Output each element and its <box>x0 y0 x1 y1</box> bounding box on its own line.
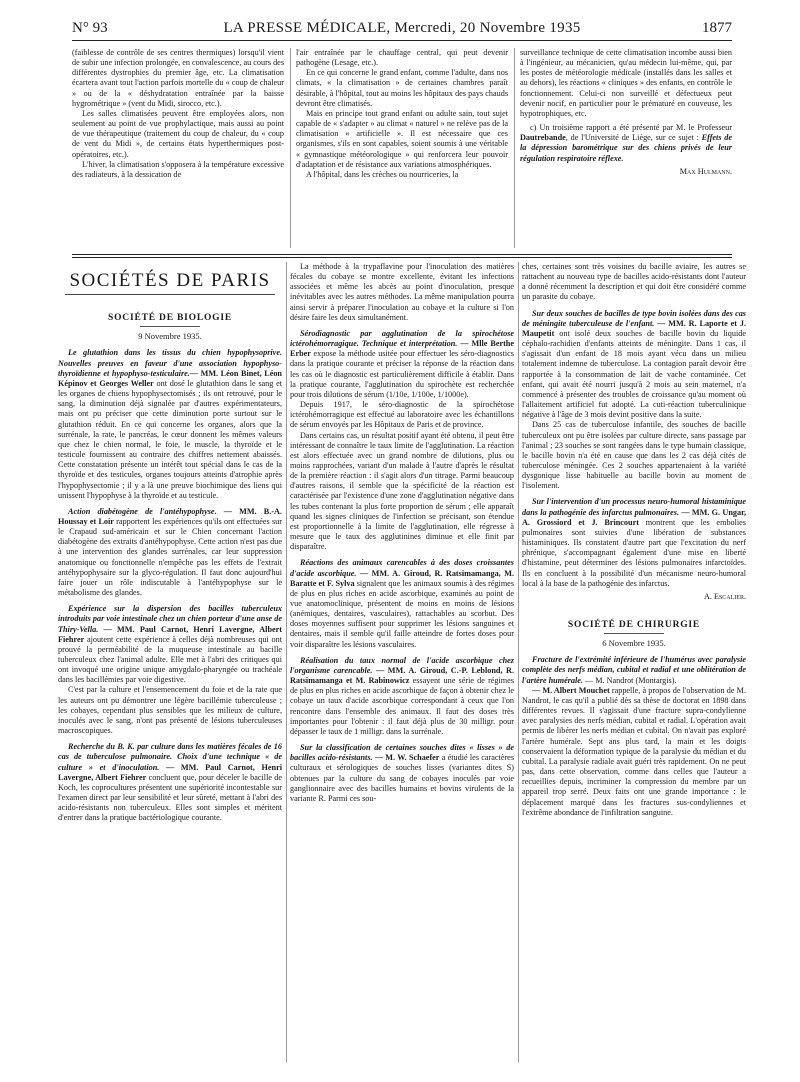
session-date: 6 Novembre 1935. <box>602 638 666 649</box>
article-authors: — MM. R. Laporte et J. Maupetit <box>522 318 746 338</box>
article-authors: — M. Nandrot <box>582 675 634 685</box>
signature: A. Escalier. <box>703 591 746 601</box>
section-rule <box>72 254 732 255</box>
paragraph: A l'hôpital, dans les crèches ou nourriceries, la <box>306 169 459 179</box>
article-authors: — M. W. Schaefer <box>372 753 440 763</box>
article-text: ont dosé le glutathion dans le sang et les organes de chiens hypophysectomisés ; ils ont retrouvé, pour le sang, la diminution déjà signalée par d'autres expérimentateurs, mais ont pu préciser que cette diminution porte surtout sur le glutathion réduit. En ce qui concerne les organes, alors que la surrénale, la rate, le pancréas, le cœur donnent les mêmes valeurs que chez le chien normal, le foie, le muscle, la thyroïde et le testicule fournissent au contraire des chiffres nettement abaissés. Cette constatation présente un intérêt tout spécial dans le cas de la thyroïde et des testicules, organes toujours atteints d'atrophie après l'hypophysectomie ; il y a là une preuve biochimique des liens qui unissent l'hypophyse à la thyroïde et au testicule. <box>58 378 282 500</box>
paragraph: l'air entraînée par le chauffage central, qui peut devenir pathogène (Lesage, etc.). <box>296 48 508 68</box>
article-paragraph: Dans certains cas, un résultat positif ayant été obtenu, il peut être intéressant de connaître le taux limite de l'agglutination. La réaction est alors effectuée avec un grand nombre de dilutions, plus ou moins rapprochées, variant d'un malade à l'autre d'après le résultat de la première réaction : il s'agit alors d'un titrage. Parmi beaucoup d'autres raisons, il semble que la spécificité de la réaction est caractérisée par l'existence d'une zone d'agglutination négative dans les tubes contenant la plus forte proportion de sérum ; elle apparaît quand les signes cliniques de l'infection se précisant, son étendue est proportionnelle à la limite de l'agglutination, elle régresse à mesure que le taux des agglutinines diminue et elle finit par disparaître. <box>290 430 514 552</box>
page-header <box>72 16 732 42</box>
article-authors: — MM. A. Giroud, R. Ratsimamanga, M. Baratte et F. Sylva <box>290 568 514 588</box>
author-name: Dautrebande <box>520 133 566 143</box>
article-paragraph: La méthode à la trypaflavine pour l'inoculation des matières fécales du cobaye se montre excellente, évitant les infections associées et même les abcès au point d'inoculation, presque inévitables avec les autres méthodes. La même manipulation pourra ainsi servir à préparer l'inoculation au cobaye et la culture si l'on désire faire les deux simultanément. <box>290 262 514 322</box>
issue-number: N° 93 <box>72 20 108 36</box>
article-title: Sur deux souches de bacilles de type bovin isolées dans des cas de méningite tuberculeuse de l'enfant. <box>522 308 746 328</box>
society-rule <box>140 326 200 327</box>
article-text: ont isolé deux souches de bacille bovin du liquide céphalo-rachidien d'enfants atteints de méningite. Dans 1 cas, il s'agissait d'un enfant de 18 mois ayant vécu dans un milieu totalement indemne de tuberculose. La contagion paraît devoir être rapportée à la consommation de lait de vache contaminée. Cet enfant, qui avait été nourri jusqu'à 2 mois au sein maternel, n'a commencé à présenter des troubles de croissance qu'au moment où l'allaitement artificiel fut adopté. La cuti-réaction tuberculinique négative à l'âge de 3 mois devint positive dans la suite. <box>522 328 746 420</box>
article-authors: — MM. Paul Carnot, Henri Lavergne, Albert Fiehrer <box>58 762 282 782</box>
article-authors: — M. Albert Mouchet <box>532 685 610 695</box>
top-column-1 <box>72 48 284 180</box>
article <box>290 743 514 804</box>
top-column-3 <box>520 48 732 177</box>
article-title: Fracture de l'extrémité inférieure de l'humérus avec paralysie complète des nerfs médian, cubital et radial et une oblitération de l'artère humérale. <box>522 655 746 685</box>
article-authors: — MM. B.-A. Houssay et Loir <box>58 506 283 526</box>
article <box>522 497 746 588</box>
article <box>58 742 282 823</box>
article-authors: — MM. Léon Binet, Léon Képinov et Georges Weller <box>58 368 282 388</box>
column-middle <box>290 262 514 804</box>
article <box>58 507 282 598</box>
society-heading: SOCIÉTÉ DE BIOLOGIE <box>108 313 232 324</box>
column-right <box>522 262 746 818</box>
article-text: concluent que, pour déceler le bacille de Koch, les coprocultures présentent une supériorité incontestable sur l'examen direct par leur sensibilité et leur sûreté, mettant à l'abri des acido-résistants non tuberculeux. Elles sont simples et méritent d'entrer dans la pratique bactériologique courante. <box>58 772 282 823</box>
article-title: Expérience sur la dispersion des bacilles tuberculeux introduits par voie intestinale chez un chien porteur d'une anse de Thiry-Vella. <box>58 604 282 634</box>
journal-title: LA PRESSE MÉDICALE, Mercredi, 20 Novembre 1935 <box>223 20 581 36</box>
article <box>290 558 514 649</box>
column-rule <box>286 262 287 1062</box>
signature: Max Hulmann. <box>679 166 732 176</box>
article-paragraph: C'est par la culture et l'ensemencement du foie et de la rate que les auteurs ont pu démontrer une légère bacillémie tuberculeuse ; les cobayes, cependant plus sensibles que les milieux de culture, inoculés avec le sang, n'ont pas présenté de lésions tuberculeuses macroscopiques. <box>58 685 282 736</box>
article-title: Le glutathion dans les tissus du chien hypophysoprive. Nouvelles preuves en faveur d'une association hypophyso-thyroïdienne et hypophyso-testiculaire. <box>58 348 282 378</box>
author-place: (Montargis). <box>633 675 677 685</box>
article <box>58 348 282 500</box>
article <box>522 309 746 492</box>
report-text: c) Un troisième rapport a été présenté par M. le Professeur <box>530 123 732 133</box>
report-paragraph <box>520 123 732 164</box>
article-title: Recherche du B. K. par culture dans les matières fécales de 16 cas de tuberculose pulmonaire. Choix d'une technique « de culture » et d'inoculation. <box>58 742 282 772</box>
article <box>58 604 282 736</box>
paragraph: Les salles climatisées peuvent être employées alors, non seulement au point de vue prophylactique, mais aussi au point de vue thérapeutique (traitement du coup de chaleur, du « coup de vent du Midi », de certains états hyperthermiques post-opératoires, etc.). <box>72 108 284 159</box>
page-number: 1877 <box>702 20 732 36</box>
article-title: Action diabétogène de l'antéhypophyse. <box>68 506 217 516</box>
article-title: Réalisation du taux normal de l'acide ascorbique chez l'organisme carencable. <box>290 655 514 675</box>
column-rule <box>518 262 519 1062</box>
article-text: a étudié les caractères culturaux et sérologiques de souches lisses (variantes dites S) obtenues par la culture du sang de cobayes inoculés par voie ganglionnaire avec des bacilles humains et bovins virulents de la variante R. Parmi ces sou- <box>290 753 515 803</box>
session-date: 9 Novembre 1935. <box>138 331 202 342</box>
article-title: Sur l'intervention d'un processus neuro-humoral histaminique dans la pathogénie des infarctus pulmonaires. <box>522 497 746 517</box>
article-title: Sur la classification de certaines souches dites « lisses » de bacilles acido-résistants. <box>290 743 514 763</box>
article-paragraph: ches, certaines sont très voisines du bacille aviaire, les autres se rattachent au nouveau type de bacilles acido-résistants dont l'auteur a donné récemment la description et qui doit être considéré comme un parasite du cobaye. <box>522 262 746 302</box>
article-text: rapportent les expériences qu'ils ont effectuées sur le Crapaud sud-américain et sur le Chien concernant l'action diabétogène des extraits d'antéhypophyse. Cette action n'est pas due à une intervention des glandes surrénales, car leur suppression anatomique ou fonctionnelle n'empêche pas les effets de l'extrait antéhypophysaire sur la glyco-régulation. Il faut donc aujourd'hui faire jouer un rôle indiscutable à l'antéhypophyse sur le métabolisme des glandes. <box>58 516 282 598</box>
article-title: Sérodiagnostic par agglutination de la spirochétose ictérohémorragique. Technique et interprétation. <box>290 328 514 349</box>
article-paragraph: Depuis 1917, le séro-diagnostic de la spirochétose ictérohémorragique est effectué au laboratoire avec les échantillons de sérum envoyés par les Hôpitaux de Paris et de province. <box>290 400 514 430</box>
column-left <box>58 258 282 824</box>
paragraph: En ce qui concerne le grand enfant, comme l'adulte, dans nos climats, « la climatisation » de certaines chambres paraît désirable, à l'hôpital, tout au moins les hôpitaux des pays chauds devront être climatisés. <box>296 68 508 108</box>
report-title: Effets de la dépression barométrique sur des chiens privés de leur régulation respiratoire réflexe. <box>520 133 732 163</box>
column-rule <box>514 48 515 248</box>
paragraph: Mais en principe tout grand enfant ou adulte sain, tout sujet capable de « s'adapter » au climat « naturel » ne relève pas de la climatisation « artificielle ». Il est nécessaire que ces organismes, s'ils en sont capables, soient soumis à une véritable « gymnastique météorologique » qui renforcera leur pouvoir d'adaptation et de résistance aux variations atmosphériques. <box>296 108 508 169</box>
article-authors: — MM. A. Giroud, C.-P. Leblond, R. Ratsimamanga et M. Rabinowicz <box>290 665 514 686</box>
article-authors: — Mlle Berthe Erber <box>290 339 514 359</box>
society-rule <box>604 633 664 634</box>
paragraph: (faiblesse de contrôle de ses centres thermiques) lorsqu'il vient de subir une infection prolongée, en convalescence, au cours des différentes dystrophies du premier âge, etc. La climatisation écartera avant tout l'action parfois mortelle du « coup de chaleur » ou de la « déshydratation entraînée par la baisse hygrométrique » (vent du Midi, sirocco, etc.). <box>72 48 284 108</box>
paragraph: surveillance technique de cette climatisation incombe aussi bien à l'ingénieur, au mécanicien, qu'au médecin lui-même, qui, par les postes de météorologie médicale (installés dans les salles et au dehors), les réactions « cliniques » des enfants, en contrôle le fonctionnement. Celui-ci non surveillé et défectueux peut devenir nocif, en particulier pour le prématuré en couveuse, les hypotrophiques, etc. <box>520 48 732 118</box>
society-heading: SOCIÉTÉ DE CHIRURGIE <box>567 620 701 630</box>
report-text: , de l'Université de Liège, sur ce sujet : <box>565 133 702 143</box>
article-paragraph: Dans 25 cas de tuberculose infantile, des souches de bacille tuberculeux ont pu être isolées par culture directe, sans passage par l'animal ; 23 souches se sont rangées dans le type humain classique, le bacille bovin n'a été en cause que dans les 2 cas déjà cités de tuberculose méningée. Ces 2 souches appartenaient à la variété dysgonique lisse habituelle au bacille bovin au moment de l'isolement. <box>522 420 746 491</box>
section-title-rule <box>65 294 275 295</box>
article-text: essayent une série de régimes de plus en plus riches en acide ascorbique de façon à obtenir chez le cobaye un taux d'acide ascorbique correspondant à ceux que l'on rencontre dans l'ensemble des animaux. Il faut des doses très importantes pour l'obtenir : il faut déjà plus de 30 milligr. pour dépasser le taux de 1 milligr. dans la surrénale. <box>290 676 514 736</box>
column-rule <box>290 48 291 248</box>
article-text: ajoutent cette expérience à celles déjà nombreuses qui ont prouvé la perméabilité de la muqueuse intestinale au bacille tuberculeux chez l'animal adulte. Elle met à l'abri des critiques qui ont invoqué une origine unique amygdalo-pharyngée ou trachéale dans les bacillémies par voie digestive. <box>58 634 282 685</box>
article-text: rappelle, à propos de l'observation de M. Nandrot, le cas qu'il a publié dès sa thèse de doctorat en 1898 dans différentes revues. Il s'agissait d'une fracture supra-condylienne avec paralysies des nerfs médian, cubital et radial. L'opération avait permis de libérer les nerfs médian et cubital. On n'avait pas exploré l'artère humérale. Sept ans plus tard, la main et les doigts conservaient la déformation typique de la paralysie du médian et du cubital. La paralysie radiale avait guéri très rapidement. On ne peut pas, dans cette observation, comme dans celles que l'auteur a recueillies depuis, incriminer la compression du membre par un appareil trop serré. Deux faits ont une grande importance : le déplacement marqué dans les fractures sus-condyliennes et l'extrême abondance de l'infiltration sanguine. <box>522 685 746 817</box>
section-title: SOCIÉTÉS DE PARIS <box>69 270 271 291</box>
article <box>290 656 514 737</box>
article-text: expose la méthode usitée pour effectuer les séro-diagnostics dans la pratique courante et préciser la réponse de la réaction dans les cas où le diagnostic est particulièrement difficile à établir. Dans la pratique courante, l'agglutination du spirochète est recherchée pour trois dilutions de sérum (1/10e, 1/100e, 1/1000e). <box>290 349 514 399</box>
header-rule <box>72 40 732 41</box>
article <box>522 655 746 818</box>
article-authors: — MM. Paul Carnot, Henri Lavergne, Albert Fiehrer <box>58 624 282 644</box>
article <box>290 329 514 552</box>
article-text: signalent que les animaux soumis à des régimes de plus en plus riches en acide ascorbique, examinés au point de vue anatomoclinique, présentent de moins en moins de lésions (anémiques, dentaires, vasculaires), rattachables au scorbut. Des doses moyennes suffisent pour supprimer les lésions sanguines et dentaires, mais il semble qu'il faille atteindre de fortes doses pour voir disparaître les lésions vasculaires. <box>290 578 515 649</box>
article-text: montrent que les embolies pulmonaires sont suivies d'une libération de substances histaminiques. Ils constatent d'autre part que l'excitation du nerf phrénique, s'accompagnant également d'une mise en liberté d'histamine, peut déterminer des lésions pulmonaires infarctoïdes. Ils en concluent à la possibilité d'un mécanisme neuro-humoral local à la base de la pathogénie des infarctus. <box>522 517 746 588</box>
paragraph: L'hiver, la climatisation s'opposera à la température excessive des radiateurs, à la dessication de <box>72 159 284 179</box>
article-title: Réactions des animaux carencables à des doses croissantes d'acide ascorbique. <box>290 558 514 578</box>
article-authors: — MM. G. Ungar, A. Grossiord et J. Brincourt <box>522 507 746 527</box>
top-column-2 <box>296 48 508 180</box>
